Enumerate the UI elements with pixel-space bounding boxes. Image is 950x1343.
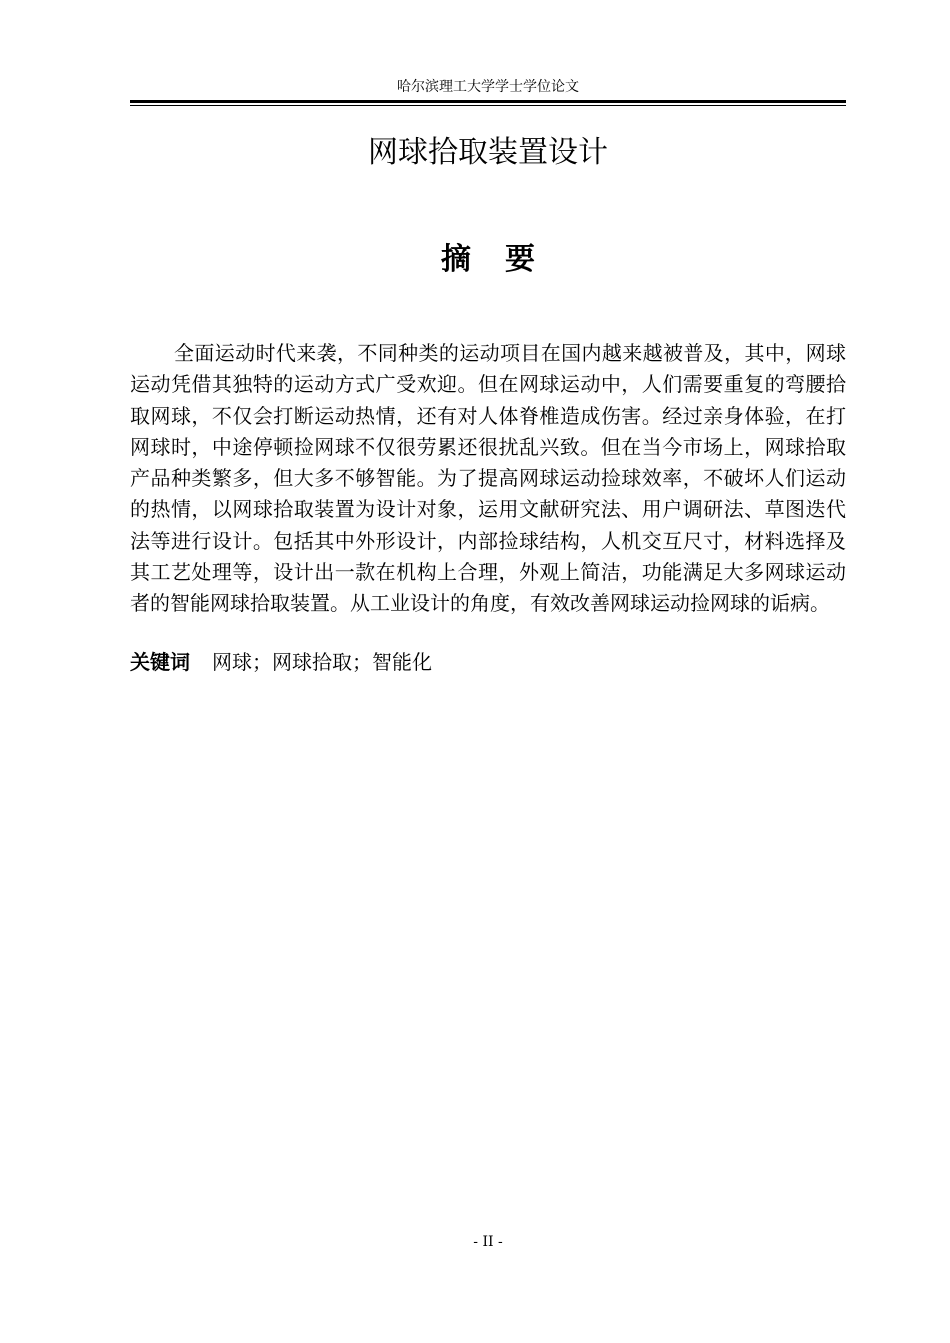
keywords-value: 网球；网球拾取；智能化 bbox=[212, 650, 432, 674]
keywords-line bbox=[130, 648, 846, 676]
running-header-title: 哈尔滨理工大学学士学位论文 bbox=[397, 79, 579, 95]
header-rule-thin bbox=[130, 105, 846, 106]
thesis-title: 网球拾取装置设计 bbox=[368, 135, 608, 170]
page-number: - II - bbox=[473, 1234, 503, 1250]
header-rule-thick bbox=[130, 100, 846, 103]
keywords-label: 关键词 bbox=[130, 650, 190, 674]
abstract-heading: 摘要 bbox=[441, 242, 569, 277]
abstract-body: 全面运动时代来袭，不同种类的运动项目在国内越来越被普及，其中，网球运动凭借其独特的运动方式广受欢迎。但在网球运动中，人们需要重复的弯腰拾取网球，不仅会打断运动热情，还有对人体脊椎造成伤害。经过亲身体验，在打网球时，中途停顿捡网球不仅很劳累还很扰乱兴致。但在当今市场上，网球拾取产品种类繁多，但大多不够智能。为了提高网球运动捡球效率，不破坏人们运动的热情，以网球拾取装置为设计对象，运用文献研究法、用户调研法、草图迭代法等进行设计。包括其中外形设计，内部捡球结构，人机交互尺寸，材料选择及其工艺处理等，设计出一款在机构上合理，外观上简洁，功能满足大多网球运动者的智能网球拾取装置。从工业设计的角度，有效改善网球运动捡网球的诟病。 bbox=[130, 341, 846, 616]
